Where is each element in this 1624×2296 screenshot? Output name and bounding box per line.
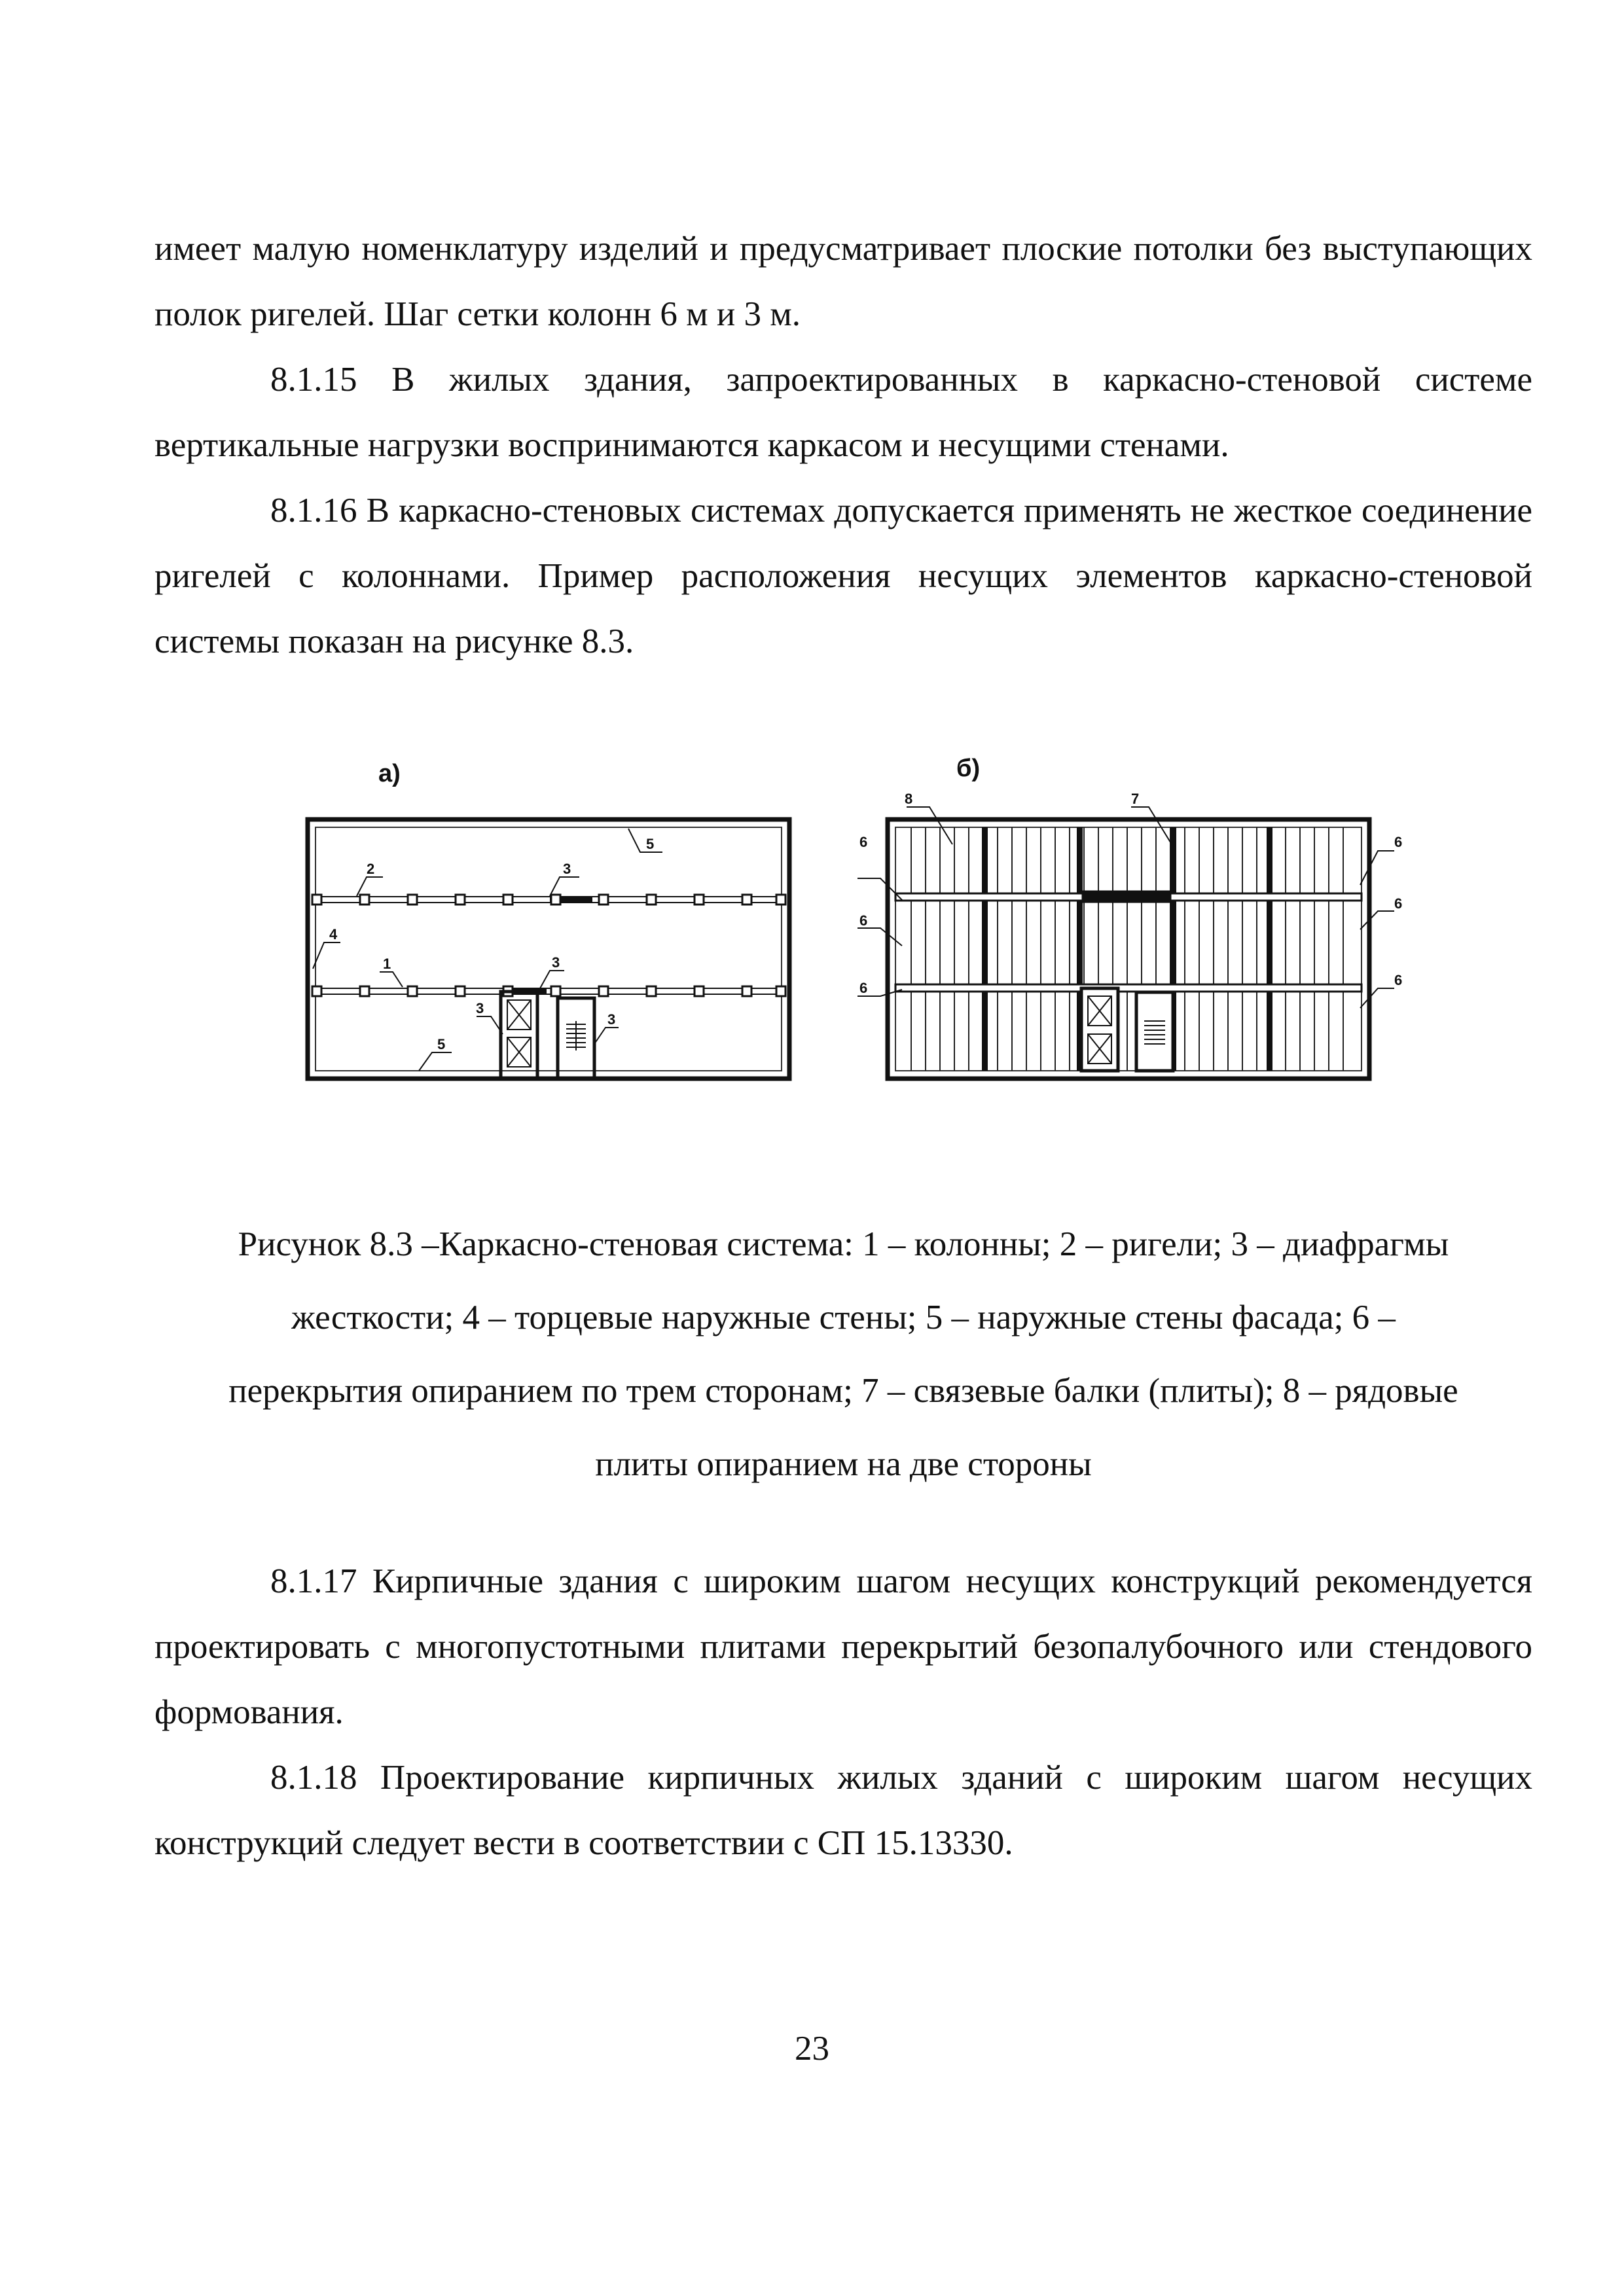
callout-b-7: 7 (1131, 791, 1140, 807)
callout-a-1: 1 (383, 956, 391, 972)
callout-a-2: 2 (367, 861, 375, 877)
girder-row-lower (316, 988, 782, 994)
paragraph-8-1-18: 8.1.18 Проектирование кирпичных жилых зданий с широким шагом несущих конструкций следует вести в соответствии с СП 15.13330. (154, 1759, 1532, 1862)
inner-wall-line (316, 827, 782, 1071)
callout-a-3-left: 3 (476, 1000, 484, 1016)
callout-a-5-top: 5 (646, 836, 655, 852)
caption-line: перекрытия опиранием по трем сторонам; 7 – связевые балки (плиты); 8 – рядовые (228, 1372, 1458, 1410)
callout-a-3-mid: 3 (552, 954, 560, 971)
callout-b-6-left-1: 6 (859, 834, 868, 850)
tie-beams-b (895, 891, 1362, 992)
core-b (1081, 988, 1173, 1071)
inner-wall-line-b (895, 827, 1362, 1071)
callout-b-6-left-2: 6 (859, 912, 868, 929)
page-number: 23 (795, 2030, 829, 2068)
callout-a-5-bottom: 5 (437, 1036, 446, 1052)
callout-b-6-right-1: 6 (1394, 834, 1403, 850)
callout-b-6-right-2: 6 (1394, 895, 1403, 912)
callout-b-8: 8 (905, 791, 913, 807)
callout-leaders-a (313, 829, 662, 1071)
paragraph-continuation: имеет малую номенклатуру изделий и предусматривает плоские потолки без выступающих полок ригелей. Шаг сетки колонн 6 м и 3 м. (154, 230, 1532, 333)
outer-wall (308, 819, 789, 1079)
girder-row-upper (316, 897, 782, 903)
callout-b-6-right-3: 6 (1394, 972, 1403, 988)
callout-a-4: 4 (329, 926, 338, 942)
stair-core-a (558, 998, 594, 1079)
columns-a (312, 895, 785, 996)
caption-line: плиты опиранием на две стороны (595, 1445, 1092, 1483)
outer-wall-b (888, 819, 1369, 1079)
callout-a-3-right: 3 (607, 1011, 616, 1028)
callout-a-3-top: 3 (563, 861, 571, 877)
callout-leaders-b (857, 807, 1394, 1008)
text-block-top (154, 216, 1532, 674)
text-block-bottom (154, 1549, 1532, 1876)
diagram-b-label: б) (956, 755, 981, 782)
callout-b-6-left-3: 6 (859, 980, 868, 996)
paragraph-8-1-16: 8.1.16 В каркасно-стеновых системах допускается применять не жесткое соединение ригелей с колоннами. Пример расположения несущих элементов каркасно-стеновой системы показан на рисунке 8.3. (154, 492, 1532, 660)
diagram-a (308, 760, 789, 1079)
caption-line: Рисунок 8.3 –Каркасно-стеновая система: 1 – колонны; 2 – ригели; 3 – диафрагмы (238, 1225, 1449, 1263)
paragraph-8-1-15: 8.1.15 В жилых здания, запроектированных в каркасно-стеновой системе вертикальные нагрузки воспринимаются каркасом и несущими стенами. (154, 361, 1532, 464)
slab-lines-b (911, 827, 1343, 1071)
caption-line: жесткости; 4 – торцевые наружные стены; 5 – наружные стены фасада; 6 – (291, 1299, 1396, 1336)
bearing-walls-b (982, 827, 1272, 1071)
diagram-a-label: а) (378, 760, 401, 787)
elevator-core-a (501, 992, 537, 1079)
figure-caption (154, 1208, 1532, 1501)
diagram-b (857, 755, 1402, 1079)
paragraph-8-1-17: 8.1.17 Кирпичные здания с широким шагом несущих конструкций рекомендуется проектировать с многопустотными плитами перекрытий безопалубочного или стендового формования. (154, 1562, 1532, 1731)
